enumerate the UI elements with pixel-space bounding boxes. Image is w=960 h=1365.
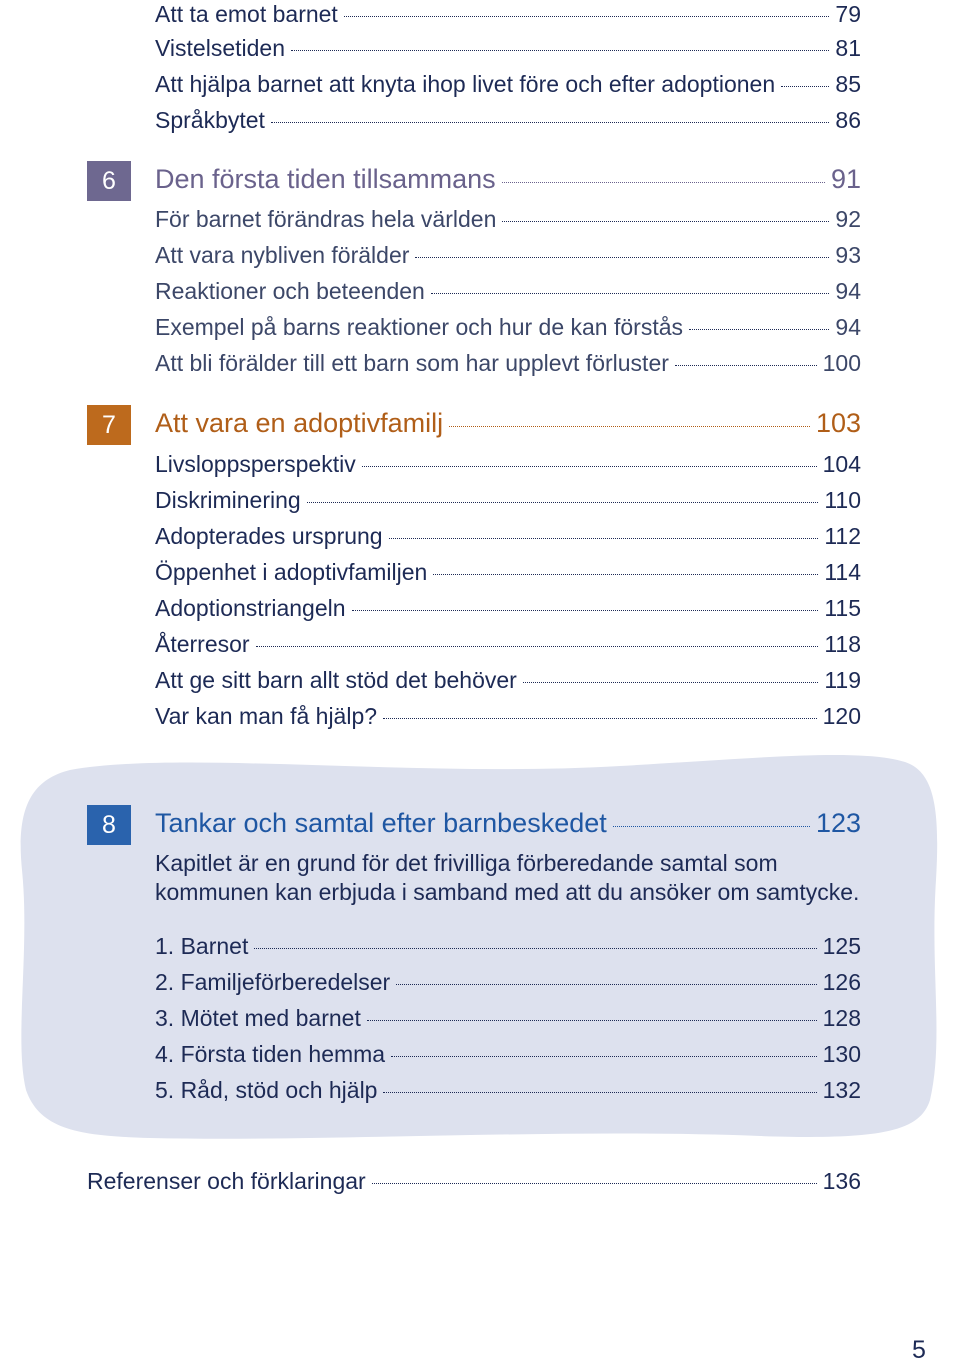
toc-entry-label: Exempel på barns reaktioner och hur de kan förstås [155,314,684,340]
leader-dots [307,502,819,503]
toc-entry-label: 4. Första tiden hemma [155,1041,386,1067]
toc-entry-page: 115 [824,595,861,621]
leader-dots [433,574,818,575]
leader-dots [523,682,819,683]
toc-entry[interactable] [155,0,861,28]
toc-entry-page: 120 [822,703,861,729]
toc-entry-label: Reaktioner och beteenden [155,278,425,304]
chapter-8-title-entry[interactable] [155,809,861,837]
toc-entry-page: 94 [835,314,861,340]
toc-entry-page: 81 [835,35,861,61]
leader-dots [391,1056,817,1057]
toc-entry[interactable] [155,486,861,514]
leader-dots [502,221,829,222]
chapter-description-line: kommunen kan erbjuda i samband med att du ansöker om samtycke. [155,879,860,905]
leader-dots [291,50,829,51]
toc-entry[interactable] [155,932,861,960]
chapter-title: Att vara en adoptivfamilj [155,408,444,438]
toc-entry-page: 79 [835,1,861,27]
leader-dots [449,426,810,427]
toc-entry[interactable] [155,630,861,658]
toc-entry-label: Återresor [155,631,250,657]
toc-entry-page: 114 [824,559,861,585]
toc-entry-page: 92 [835,206,861,232]
leader-dots [431,293,830,294]
page-number: 5 [912,1336,926,1364]
toc-entry-page: 119 [824,667,861,693]
toc-entry-page: 100 [822,350,861,376]
toc-entry[interactable] [155,70,861,98]
toc-entry-page: 128 [822,1005,861,1031]
toc-entry-page: 104 [822,451,861,477]
leader-dots [383,1092,816,1093]
toc-entry-label: Språkbytet [155,107,265,133]
leader-dots [372,1183,817,1184]
toc-entry-label: 2. Familjeförberedelser [155,969,391,995]
toc-entry-page: 93 [835,242,861,268]
leader-dots [389,538,819,539]
leader-dots [352,610,819,611]
leader-dots [781,86,829,87]
leader-dots [344,16,830,17]
toc-entry-page: 94 [835,278,861,304]
leader-dots [271,122,829,123]
toc-entry[interactable] [155,594,861,622]
leader-dots [396,984,816,985]
chapter-7-title-entry[interactable] [155,409,861,437]
toc-entry-label: Vistelsetiden [155,35,285,61]
toc-entry[interactable] [155,1040,861,1068]
toc-entry-page: 132 [822,1077,861,1103]
toc-entry-label: Öppenhet i adoptivfamiljen [155,559,428,585]
leader-dots [675,365,817,366]
toc-entry-label: Referenser och förklaringar [87,1168,366,1194]
leader-dots [613,826,810,827]
toc-entry-label: Adoptionstriangeln [155,595,346,621]
toc-entry[interactable] [155,1076,861,1104]
chapter-page: 91 [830,164,861,194]
toc-entry-label: 1. Barnet [155,933,249,959]
toc-entry-label: Adopterades ursprung [155,523,383,549]
toc-entry[interactable] [155,522,861,550]
toc-entry[interactable] [155,450,861,478]
toc-entry[interactable] [155,241,861,269]
toc-entry[interactable] [155,106,861,134]
toc-entry[interactable] [155,205,861,233]
toc-entry-label: Att ge sitt barn allt stöd det behöver [155,667,517,693]
leader-dots [383,718,817,719]
leader-dots [415,257,829,258]
chapter-title: Den första tiden tillsammans [155,164,496,194]
leader-dots [254,948,816,949]
toc-entry[interactable] [155,313,861,341]
leader-dots [256,646,819,647]
leader-dots [689,329,829,330]
leader-dots [367,1020,817,1021]
references-entry[interactable] [87,1167,861,1195]
toc-entry-page: 125 [822,933,861,959]
toc-entry-label: Att ta emot barnet [155,1,338,27]
toc-entry-label: Livsloppsperspektiv [155,451,356,477]
toc-entry[interactable] [155,558,861,586]
toc-entry-page: 126 [822,969,861,995]
chapter-page: 103 [815,408,861,438]
toc-entry-label: 3. Mötet med barnet [155,1005,361,1031]
toc-entry[interactable] [155,277,861,305]
toc-entry-page: 136 [822,1168,861,1194]
chapter-number-badge: 6 [87,161,131,201]
toc-entry[interactable] [155,968,861,996]
chapter-page: 123 [815,808,861,838]
chapter-number-badge: 8 [87,805,131,845]
chapter-description-line: Kapitlet är en grund för det frivilliga förberedande samtal som [155,850,778,876]
leader-dots [362,466,817,467]
toc-entry-label: För barnet förändras hela världen [155,206,497,232]
toc-entry-label: Att vara nybliven förälder [155,242,410,268]
toc-entry-label: Att hjälpa barnet att knyta ihop livet före och efter adoptionen [155,71,776,97]
toc-entry-page: 110 [824,487,861,513]
toc-entry-page: 112 [824,523,861,549]
toc-entry-label: Diskriminering [155,487,301,513]
chapter-title: Tankar och samtal efter barnbeskedet [155,808,607,838]
toc-entry[interactable] [155,702,861,730]
chapter-number-badge: 7 [87,405,131,445]
toc-entry[interactable] [155,349,861,377]
toc-entry-label: Att bli förälder till ett barn som har upplevt förluster [155,350,669,376]
toc-entry-page: 85 [835,71,861,97]
leader-dots [502,182,825,183]
toc-entry-label: Var kan man få hjälp? [155,703,378,729]
toc-entry[interactable] [155,666,861,694]
toc-entry-page: 130 [822,1041,861,1067]
toc-entry-page: 118 [824,631,861,657]
toc-entry[interactable] [155,34,861,62]
toc-entry-page: 86 [835,107,861,133]
toc-entry-label: 5. Råd, stöd och hjälp [155,1077,378,1103]
toc-entry[interactable] [155,1004,861,1032]
chapter-6-title-entry[interactable] [155,165,861,193]
